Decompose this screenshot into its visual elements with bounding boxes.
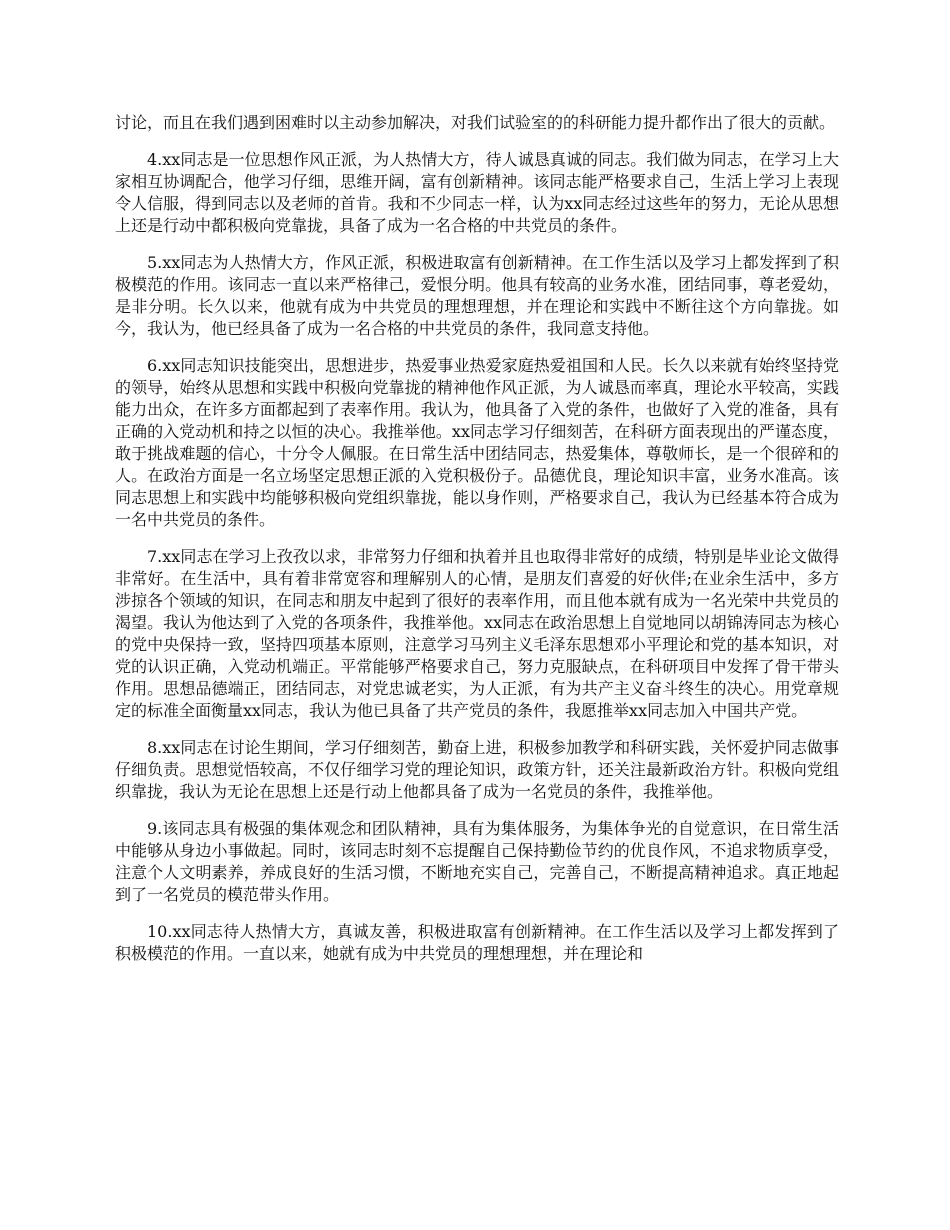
paragraph-item-8: 8.xx同志在讨论生期间，学习仔细刻苦，勤奋上进，积极参加教学和科研实践，关怀爱护同志做事仔细负责。思想觉悟较高，不仅仔细学习党的理论知识，政策方针，还关注最新政治方针。积极向党组织靠拢，我认为无论在思想上还是行动上他都具备了成为一名党员的条件，我推举他。	[115, 738, 839, 801]
paragraph-item-4: 4.xx同志是一位思想作风正派，为人热情大方，待人诚恳真诚的同志。我们做为同志，在学习上大家相互协调配合，他学习仔细，思维开阔，富有创新精神。该同志能严格要求自己，生活上学习上表现令人信服，得到同志以及老师的首肯。我和不少同志一样，认为xx同志经过这些年的努力，无论从思想上还是行动中都积极向党靠拢，具备了成为一名合格的中共党员的条件。	[115, 150, 839, 235]
paragraph-item-9: 9.该同志具有极强的集体观念和团队精神，具有为集体服务，为集体争光的自觉意识，在日常生活中能够从身边小事做起。同时，该同志时刻不忘提醒自己保持勤俭节约的优良作风，不追求物质享受，注意个人文明素养，养成良好的生活习惯，不断地充实自己，完善自己，不断提高精神追求。真正地起到了一名党员的模范带头作用。	[115, 819, 839, 904]
paragraph-item-7: 7.xx同志在学习上孜孜以求，非常努力仔细和执着并且也取得非常好的成绩，特别是毕业论文做得非常好。在生活中，具有着非常宽容和理解别人的心情，是朋友们喜爱的好伙伴;在业余生活中，多方涉掠各个领域的知识，在同志和朋友中起到了很好的表率作用，而且他本就有成为一名光荣中共党员的渴望。我认为他达到了入党的各项条件，我推举他。xx同志在政治思想上自觉地同以胡锦涛同志为核心的党中央保持一致，坚持四项基本原则，注意学习马列主义毛泽东思想邓小平理论和党的基本知识，对党的认识正确，入党动机端正。平常能够严格要求自己，努力克服缺点，在科研项目中发挥了骨干带头作用。思想品德端正，团结同志，对党忠诚老实，为人正派，有为共产主义奋斗终生的决心。用党章规定的标准全面衡量xx同志，我认为他已具备了共产党员的条件，我愿推举xx同志加入中国共产党。	[115, 547, 839, 720]
paragraph-item-10: 10.xx同志待人热情大方，真诚友善，积极进取富有创新精神。在工作生活以及学习上都发挥到了积极模范的作用。一直以来，她就有成为中共党员的理想理想，并在理论和	[115, 922, 839, 963]
paragraph-item-6: 6.xx同志知识技能突出，思想进步，热爱事业热爱家庭热爱祖国和人民。长久以来就有始终坚持党的领导，始终从思想和实践中积极向党靠拢的精神他作风正派，为人诚恳而率真，理论水平较高，实践能力出众，在许多方面都起到了表率作用。我认为，他具备了入党的条件，也做好了入党的准备，具有正确的入党动机和持之以恒的决心。我推举他。xx同志学习仔细刻苦，在科研方面表现出的严谨态度，敢于挑战难题的信心，十分令人佩服。在日常生活中团结同志，热爱集体，尊敬师长，是一个很碎和的人。在政治方面是一名立场坚定思想正派的入党积极份子。品德优良，理论知识丰富，业务水准高。该同志思想上和实践中均能够积极向党组织靠拢，能以身作则，严格要求自己，我认为已经基本符合成为一名中共党员的条件。	[115, 356, 839, 529]
paragraph-item-5: 5.xx同志为人热情大方，作风正派，积极进取富有创新精神。在工作生活以及学习上都发挥到了积极模范的作用。该同志一直以来严格律己，爱恨分明。他具有较高的业务水准，团结同事，尊老爱幼，是非分明。长久以来，他就有成为中共党员的理想理想，并在理论和实践中不断往这个方向靠拢。如今，我认为，他已经具备了成为一名合格的中共党员的条件，我同意支持他。	[115, 253, 839, 338]
document-body	[115, 112, 839, 980]
paragraph-continuation: 讨论，而且在我们遇到困难时以主动参加解决，对我们试验室的的科研能力提升都作出了很大的贡献。	[115, 113, 836, 132]
